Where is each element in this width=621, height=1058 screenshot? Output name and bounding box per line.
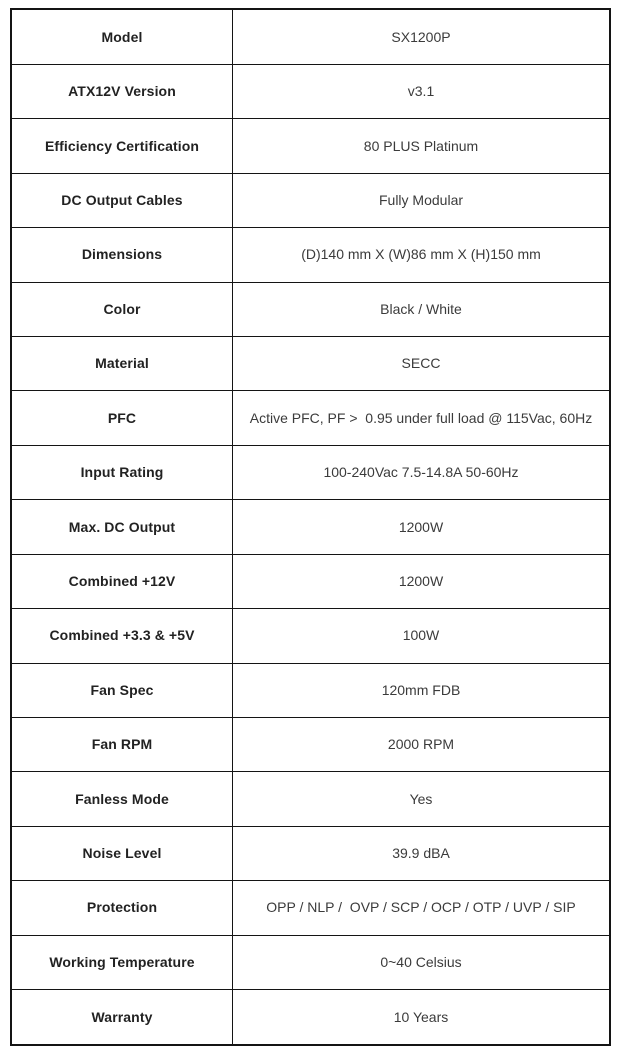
spec-label-protection: Protection [11, 881, 233, 935]
table-row [11, 990, 610, 1045]
table-row [11, 500, 610, 554]
spec-value-dc-output-cables: Fully Modular [233, 173, 611, 227]
spec-label-dc-output-cables: DC Output Cables [11, 173, 233, 227]
spec-label-efficiency-certification: Efficiency Certification [11, 119, 233, 173]
spec-value-input-rating: 100-240Vac 7.5-14.8A 50-60Hz [233, 445, 611, 499]
table-row [11, 228, 610, 282]
spec-value-noise-level: 39.9 dBA [233, 826, 611, 880]
spec-label-pfc: PFC [11, 391, 233, 445]
table-row [11, 772, 610, 826]
table-row [11, 609, 610, 663]
spec-value-atx12v-version: v3.1 [233, 64, 611, 118]
spec-value-pfc: Active PFC, PF > 0.95 under full load @ 115Vac, 60Hz [233, 391, 611, 445]
spec-value-protection: OPP / NLP / OVP / SCP / OCP / OTP / UVP / SIP [233, 881, 611, 935]
spec-value-material: SECC [233, 337, 611, 391]
spec-value-warranty: 10 Years [233, 990, 611, 1045]
spec-value-color: Black / White [233, 282, 611, 336]
spec-value-fan-spec: 120mm FDB [233, 663, 611, 717]
spec-value-model: SX1200P [233, 9, 611, 64]
spec-label-noise-level: Noise Level [11, 826, 233, 880]
spec-label-input-rating: Input Rating [11, 445, 233, 499]
spec-table [10, 8, 611, 1046]
spec-label-fanless-mode: Fanless Mode [11, 772, 233, 826]
spec-table-body [11, 9, 610, 1045]
spec-label-fan-spec: Fan Spec [11, 663, 233, 717]
table-row [11, 337, 610, 391]
spec-label-atx12v-version: ATX12V Version [11, 64, 233, 118]
spec-label-dimensions: Dimensions [11, 228, 233, 282]
table-row [11, 826, 610, 880]
spec-value-max-dc-output: 1200W [233, 500, 611, 554]
spec-label-combined-12v: Combined +12V [11, 554, 233, 608]
table-row [11, 64, 610, 118]
spec-label-color: Color [11, 282, 233, 336]
table-row [11, 935, 610, 989]
spec-label-max-dc-output: Max. DC Output [11, 500, 233, 554]
spec-label-model: Model [11, 9, 233, 64]
spec-value-efficiency-certification: 80 PLUS Platinum [233, 119, 611, 173]
spec-value-combined-3v3-5v: 100W [233, 609, 611, 663]
table-row [11, 663, 610, 717]
table-row [11, 119, 610, 173]
spec-value-working-temperature: 0~40 Celsius [233, 935, 611, 989]
table-row [11, 282, 610, 336]
table-row [11, 9, 610, 64]
table-row [11, 391, 610, 445]
table-row [11, 881, 610, 935]
spec-label-material: Material [11, 337, 233, 391]
spec-label-warranty: Warranty [11, 990, 233, 1045]
table-row [11, 445, 610, 499]
spec-value-fanless-mode: Yes [233, 772, 611, 826]
spec-label-working-temperature: Working Temperature [11, 935, 233, 989]
table-row [11, 717, 610, 771]
spec-value-fan-rpm: 2000 RPM [233, 717, 611, 771]
spec-label-combined-3v3-5v: Combined +3.3 & +5V [11, 609, 233, 663]
table-row [11, 173, 610, 227]
spec-value-dimensions: (D)140 mm X (W)86 mm X (H)150 mm [233, 228, 611, 282]
spec-label-fan-rpm: Fan RPM [11, 717, 233, 771]
spec-value-combined-12v: 1200W [233, 554, 611, 608]
table-row [11, 554, 610, 608]
